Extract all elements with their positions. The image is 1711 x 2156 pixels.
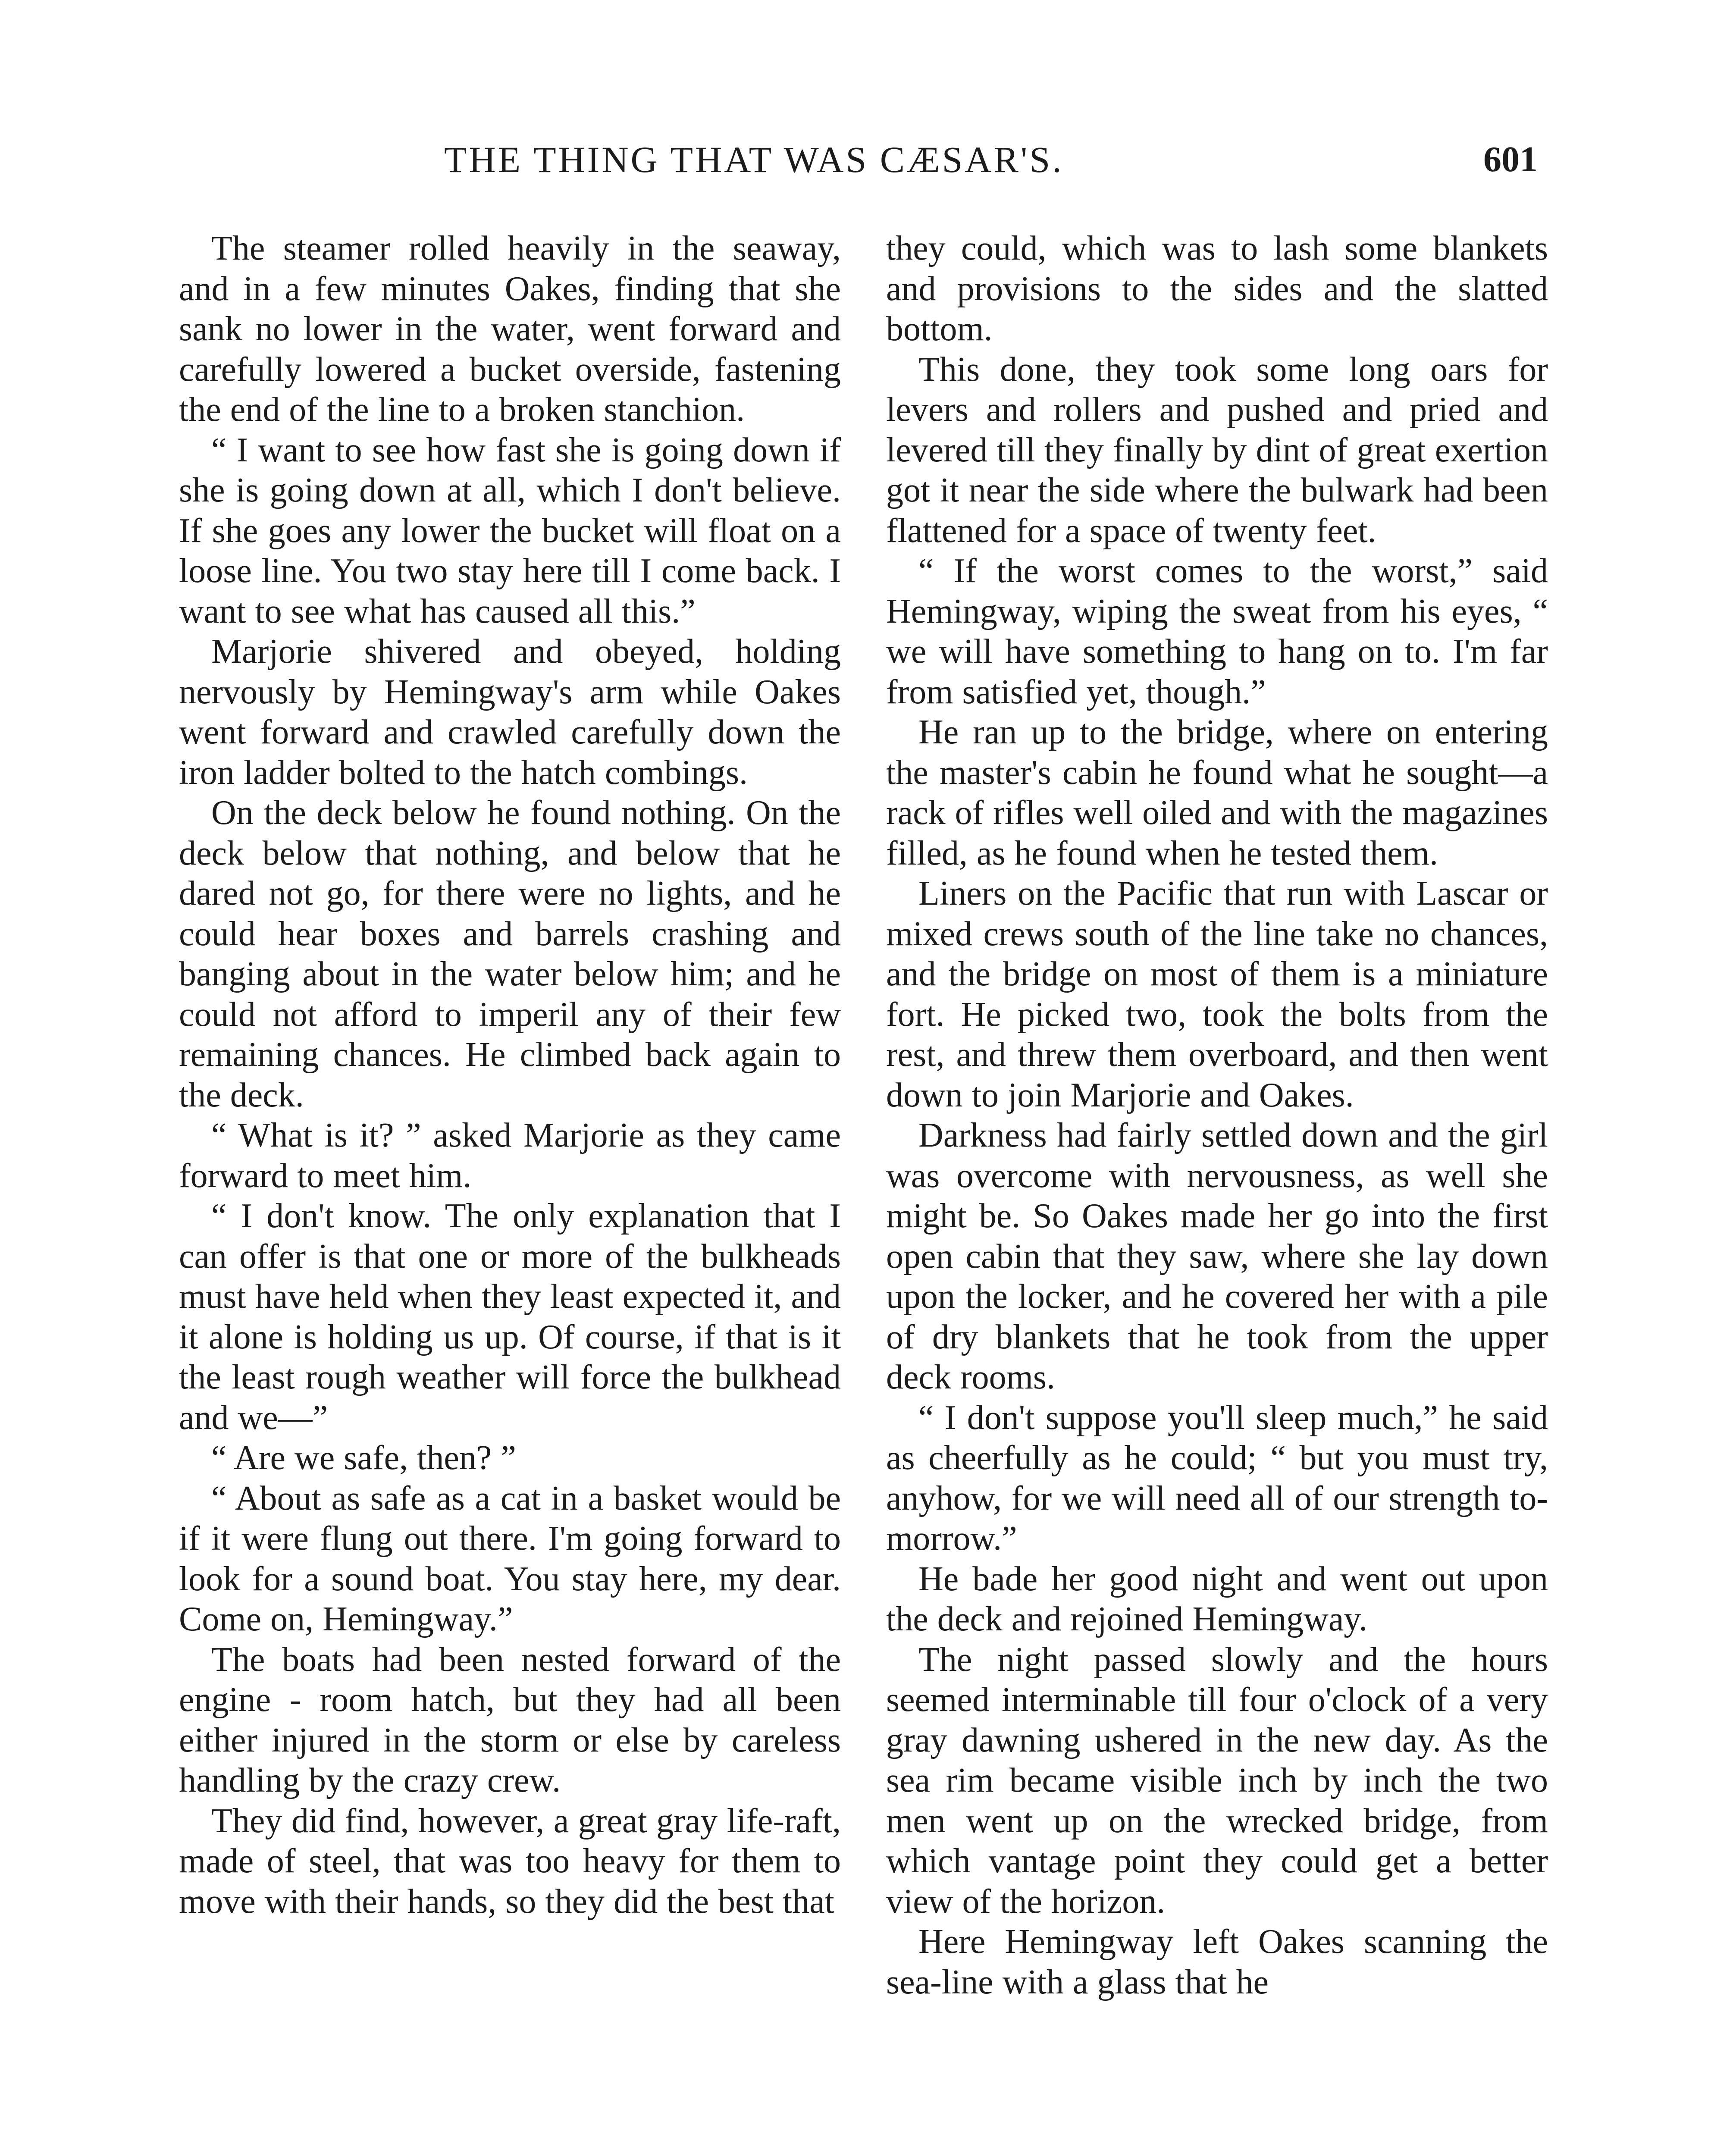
right-column: [886, 229, 1548, 2156]
paragraph: The night passed slowly and the hours seemed interminable till four o'clock of a very gray dawning ushered in the new day. As the sea rim became visible inch by inch the two men went up on the wrecked bridge, from which vantage point they could get a better view of the horizon.: [886, 1640, 1548, 1921]
paragraph: They did find, however, a great gray life-raft, made of steel, that was too heavy for them to move with their hands, so they did the best that: [179, 1802, 841, 1921]
paragraph-continuation: they could, which was to lash some blankets and provisions to the sides and the slatted bottom.: [886, 229, 1548, 348]
left-column: [179, 229, 841, 2156]
paragraph: On the deck below he found nothing. On the deck below that nothing, and below that he dared not go, for there were no lights, and he could hear boxes and barrels crashing and banging about in the water below him; and he could not afford to imperil any of their few remaining chances. He climbed back again to the deck.: [179, 794, 841, 1114]
running-title: THE THING THAT WAS CÆSAR'S.: [444, 139, 1064, 180]
paragraph: Darkness had fairly settled down and the girl was overcome with nervousness, as well she might be. So Oakes made her go into the first open cabin that they saw, where she lay down upon the locker, and he covered her with a pile of dry blankets that he took from the upper deck rooms.: [886, 1116, 1548, 1396]
paragraph: The boats had been nested forward of the engine - room hatch, but they had all been either injured in the storm or else by careless handling by the crazy crew.: [179, 1640, 841, 1799]
paragraph: This done, they took some long oars for levers and rollers and pushed and pried and levered till they finally by dint of great exertion got it near the side where the bulwark had been flattened for a space of twenty feet.: [886, 350, 1548, 550]
paragraph: “ Are we safe, then? ”: [211, 1439, 516, 1477]
page-header: [0, 0, 1711, 224]
paragraph: Liners on the Pacific that run with Lascar or mixed crews south of the line take no chances, and the bridge on most of them is a miniature fort. He picked two, took the bolts from the rest, and threw them overboard, and then went down to join Marjorie and Oakes.: [886, 874, 1548, 1114]
paragraph: Marjorie shivered and obeyed, holding nervously by Hemingway's arm while Oakes went forward and crawled carefully down the iron ladder bolted to the hatch combings.: [179, 633, 841, 792]
paragraph: “ I want to see how fast she is going down if she is going down at all, which I don't believe. If she goes any lower the bucket will float on a loose line. You two stay here till I come back. I want to see what has caused all this.”: [179, 431, 841, 630]
page-number: 601: [1483, 139, 1538, 179]
paragraph: “ If the worst comes to the worst,” said Hemingway, wiping the sweat from his eyes, “ we will have something to hang on to. I'm far from satisfied yet, though.”: [886, 552, 1548, 711]
paragraph: “ I don't suppose you'll sleep much,” he said as cheerfully as he could; “ but you must try, anyhow, for we will need all of our strength to-morrow.”: [886, 1398, 1548, 1557]
paragraph: He bade her good night and went out upon the deck and rejoined Hemingway.: [886, 1560, 1548, 1638]
paragraph: “ I don't know. The only explanation that I can offer is that one or more of the bulkheads must have held when they least expected it, and it alone is holding us up. Of course, if that is it the least rough weather will force the bulkhead and we—”: [179, 1197, 841, 1437]
paragraph: He ran up to the bridge, where on entering the master's cabin he found what he sought—a rack of rifles well oiled and with the magazines filled, as he found when he tested them.: [886, 713, 1548, 872]
paragraph: “ What is it? ” asked Marjorie as they came forward to meet him.: [179, 1116, 841, 1195]
paragraph: Here Hemingway left Oakes scanning the sea-line with a glass that he: [886, 1923, 1548, 2001]
paragraph: “ About as safe as a cat in a basket would be if it were flung out there. I'm going forward to look for a sound boat. You stay here, my dear. Come on, Hemingway.”: [179, 1479, 841, 1638]
paragraph: The steamer rolled heavily in the seaway, and in a few minutes Oakes, finding that she sank no lower in the water, went forward and carefully lowered a bucket overside, fastening the end of the line to a broken stanchion.: [179, 229, 841, 429]
